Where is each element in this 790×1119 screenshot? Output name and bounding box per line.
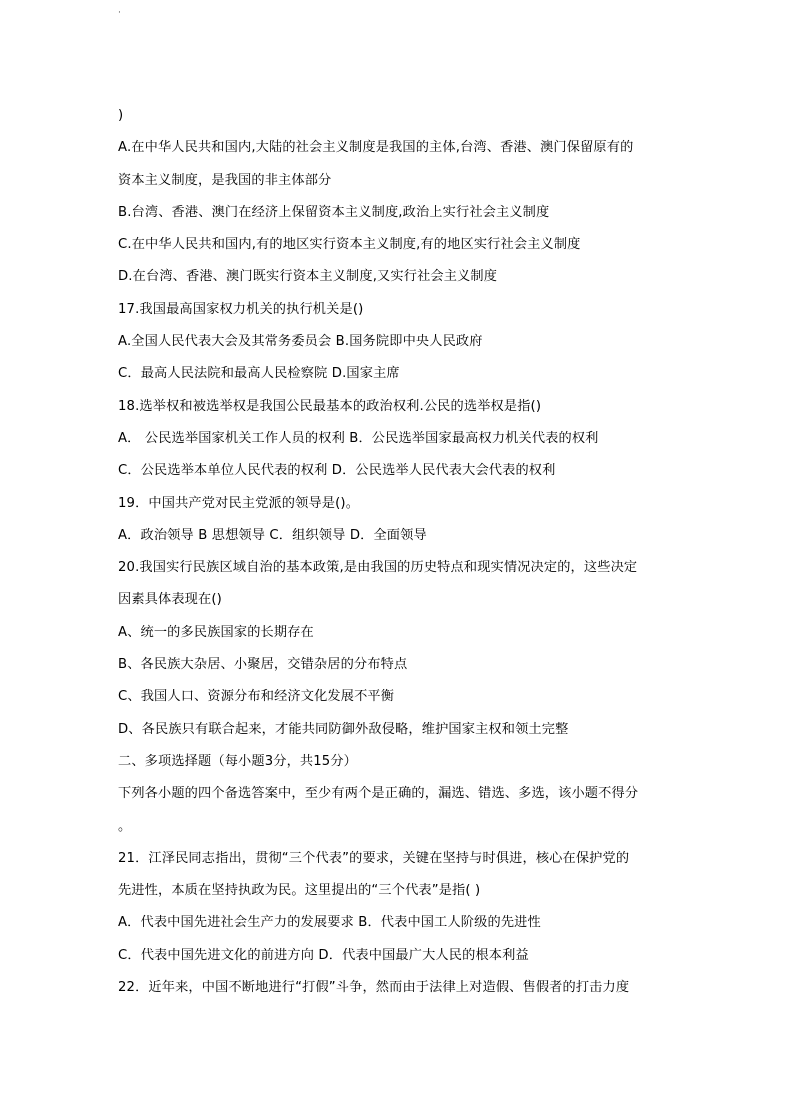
text-line: C．代表中国先进文化的前进方向 D．代表中国最广大人民的根本利益 (118, 947, 529, 963)
section-heading: 二、多项选择题（每小题3分，共15分） (118, 753, 358, 769)
header-mark: · (118, 8, 121, 18)
question-20: 20.我国实行民族区域自治的基本政策,是由我国的历史特点和现实情况决定的，这些决定 (118, 560, 638, 576)
text-line: A．代表中国先进社会生产力的发展要求 B．代表中国工人阶级的先进性 (118, 915, 541, 931)
text-line: C、我国人口、资源分布和经济文化发展不平衡 (118, 689, 395, 705)
text-line: A.在中华人民共和国内,大陆的社会主义制度是我国的主体,台湾、香港、澳门保留原有的 (118, 140, 634, 156)
question-22: 22．近年来，中国不断地进行“打假”斗争，然而由于法律上对造假、售假者的打击力度 (118, 980, 630, 996)
text-line: ) (118, 108, 124, 123)
text-line: 先进性，本质在坚持执政为民。这里提出的“三个代表”是指( ) (118, 883, 481, 899)
text-line: 因素具体表现在() (118, 592, 222, 608)
text-line: B.台湾、香港、澳门在经济上保留资本主义制度,政治上实行社会主义制度 (118, 204, 550, 220)
question-18: 18.选举权和被选举权是我国公民最基本的政治权利.公民的选举权是指() (118, 398, 542, 414)
text-line: A.全国人民代表大会及其常务委员会 B.国务院即中央人民政府 (118, 334, 483, 350)
text-line: 。 (118, 818, 132, 834)
text-line: A、统一的多民族国家的长期存在 (118, 624, 314, 640)
question-17: 17.我国最高国家权力机关的执行机关是() (118, 301, 364, 317)
text-line: A．政治领导 B 思想领导 C．组织领导 D．全面领导 (118, 527, 427, 543)
text-line: D、各民族只有联合起来，才能共同防御外敌侵略，维护国家主权和领土完整 (118, 721, 569, 737)
text-line: 资本主义制度，是我国的非主体部分 (118, 172, 332, 188)
question-text-block (118, 104, 678, 1008)
question-19: 19．中国共产党对民主党派的领导是()。 (118, 495, 360, 511)
text-line: C．公民选举本单位人民代表的权利 D．公民选举人民代表大会代表的权利 (118, 463, 556, 479)
text-line: D.在台湾、香港、澳门既实行资本主义制度,又实行社会主义制度 (118, 269, 498, 285)
text-line: C．最高人民法院和最高人民检察院 D.国家主席 (118, 366, 400, 382)
text-line: C.在中华人民共和国内,有的地区实行资本主义制度,有的地区实行社会主义制度 (118, 237, 581, 253)
question-21: 21．江泽民同志指出，贯彻“三个代表”的要求，关键在坚持与时俱进，核心在保护党的 (118, 850, 630, 866)
text-line: A． 公民选举国家机关工作人员的权利 B．公民选举国家最高权力机关代表的权利 (118, 430, 599, 446)
section-instructions: 下列各小题的四个备选答案中，至少有两个是正确的，漏选、错选、多选，该小题不得分 (118, 786, 639, 802)
text-line: B、各民族大杂居、小聚居，交错杂居的分布特点 (118, 657, 408, 673)
